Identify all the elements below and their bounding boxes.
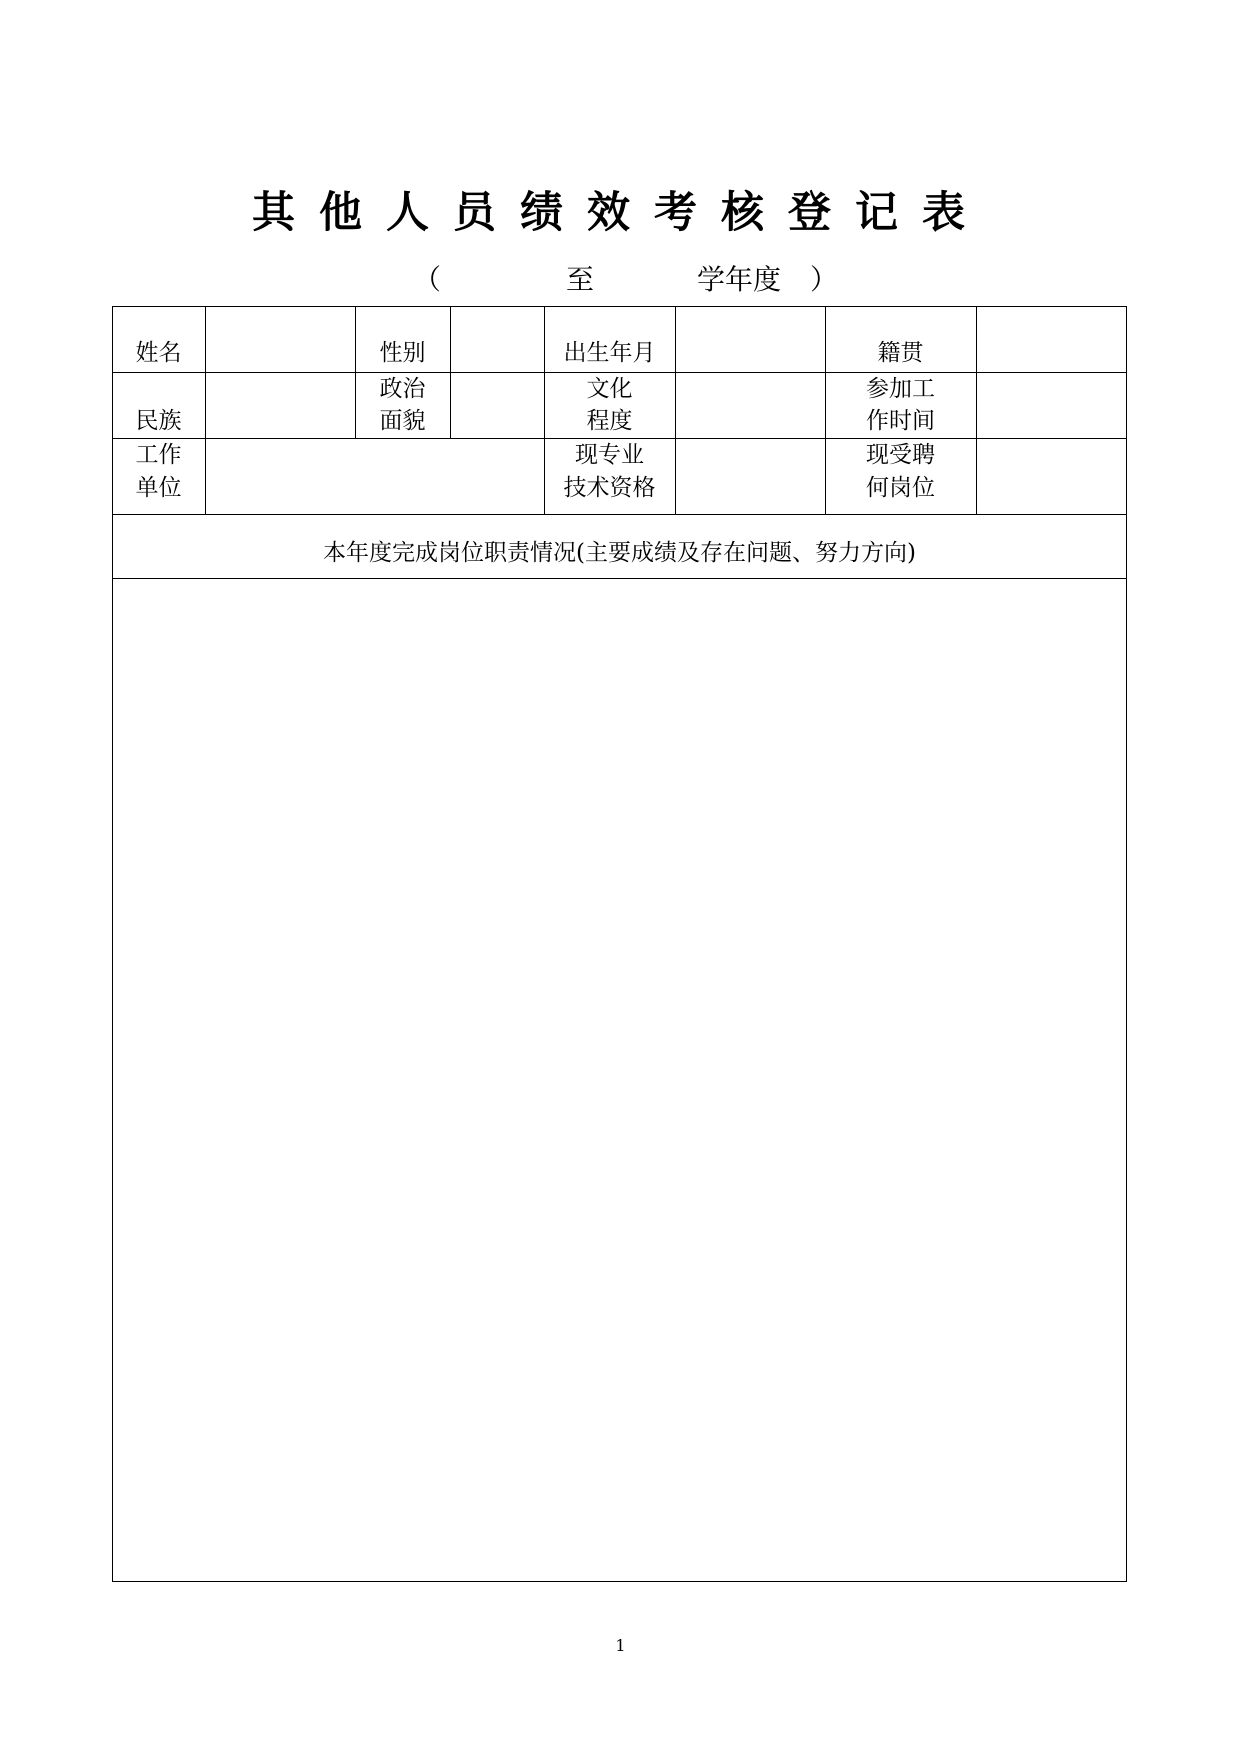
page-title: 其他人员绩效考核登记表 bbox=[252, 188, 989, 238]
qualification-field[interactable] bbox=[676, 439, 825, 514]
registration-form-table bbox=[112, 306, 1127, 1582]
label-political-status-line1: 政治 bbox=[379, 376, 426, 402]
label-native-place: 籍贯 bbox=[877, 340, 924, 366]
gender-field[interactable] bbox=[451, 307, 544, 372]
subtitle-to: 至 bbox=[566, 263, 595, 296]
work-start-date-field[interactable] bbox=[977, 373, 1126, 438]
label-position-line1: 现受聘 bbox=[866, 442, 935, 468]
table-row-divider bbox=[112, 514, 1127, 515]
label-work-unit-line1: 工作 bbox=[135, 442, 182, 468]
label-name: 姓名 bbox=[135, 340, 182, 366]
label-work-unit-line2: 单位 bbox=[135, 475, 182, 501]
label-political-status-line2: 面貌 bbox=[379, 408, 426, 434]
political-status-field[interactable] bbox=[451, 373, 544, 438]
duties-section-header: 本年度完成岗位职责情况(主要成绩及存在问题、努力方向) bbox=[323, 540, 916, 566]
duties-text-area[interactable] bbox=[113, 579, 1126, 1581]
subtitle-academic-year: 学年度 bbox=[697, 263, 782, 296]
table-border-bottom bbox=[112, 1581, 1127, 1582]
page-number: 1 bbox=[615, 1636, 626, 1655]
work-unit-field[interactable] bbox=[206, 439, 544, 514]
subtitle-close-paren: ） bbox=[810, 263, 839, 296]
label-position-line2: 何岗位 bbox=[866, 475, 935, 501]
label-gender: 性别 bbox=[379, 340, 426, 366]
label-birth-date: 出生年月 bbox=[563, 340, 656, 366]
name-field[interactable] bbox=[206, 307, 355, 372]
label-work-start-line2: 作时间 bbox=[866, 408, 935, 434]
table-border-right bbox=[1126, 306, 1127, 1582]
position-field[interactable] bbox=[977, 439, 1126, 514]
education-field[interactable] bbox=[676, 373, 825, 438]
ethnicity-field[interactable] bbox=[206, 373, 355, 438]
label-education-line2: 程度 bbox=[586, 408, 633, 434]
birth-date-field[interactable] bbox=[676, 307, 825, 372]
label-work-start-line1: 参加工 bbox=[866, 376, 935, 402]
native-place-field[interactable] bbox=[977, 307, 1126, 372]
subtitle-open-paren: （ bbox=[413, 263, 442, 296]
label-education-line1: 文化 bbox=[586, 376, 633, 402]
label-qualification-line1: 现专业 bbox=[575, 442, 644, 468]
label-ethnicity: 民族 bbox=[135, 408, 182, 434]
label-qualification-line2: 技术资格 bbox=[563, 475, 656, 501]
